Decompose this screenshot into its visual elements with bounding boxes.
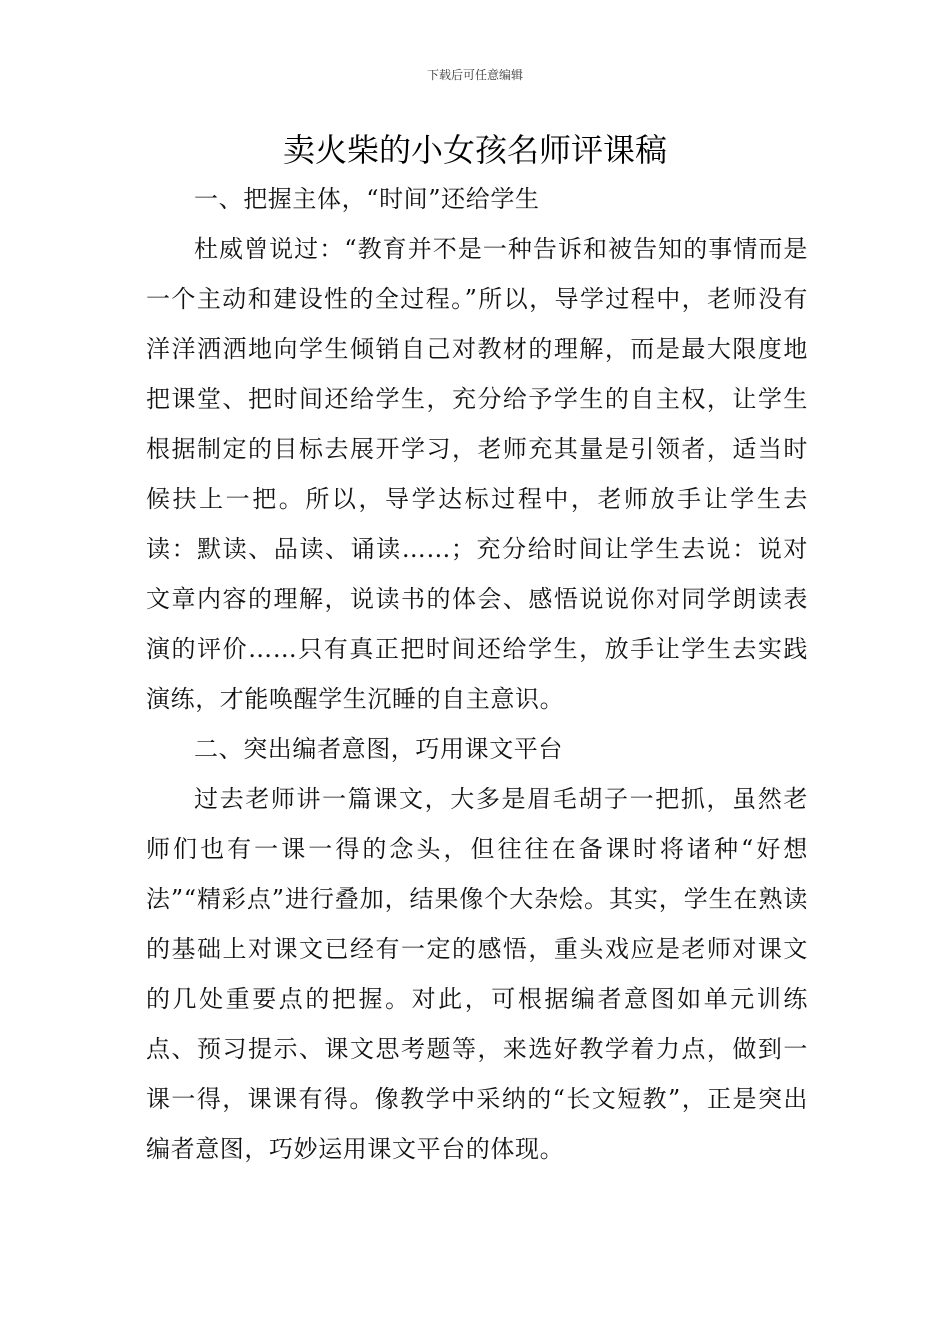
document-title: 卖火柴的小女孩名师评课稿 bbox=[282, 131, 667, 169]
paragraph-2: 过去老师讲一篇课文，大多是眉毛胡子一把抓，虽然老师们也有一课一得的念头，但往往在备课时将诸种“好想法”“精彩点”进行叠加，结果像个大杂烩。其实，学生在熟读的基础上对课文已经有一定的感悟，重头戏应是老师对课文的几处重要点的把握。对此，可根据编者意图如单元训练点、预习提示、课文思考题等，来选好教学着力点，做到一课一得，课课有得。像教学中采纳的“长文短教”，正是突出编者意图，巧妙运用课文平台的体现。 bbox=[146, 785, 808, 1163]
section-heading-2: 二、突出编者意图，巧用课文平台 bbox=[194, 735, 563, 763]
paragraph-1: 杜威曾说过：“教育并不是一种告诉和被告知的事情而是一个主动和建设性的全过程。”所以，导学过程中，老师没有洋洋洒洒地向学生倾销自己对教材的理解，而是最大限度地把课堂、把时间还给学生，充分给予学生的自主权，让学生根据制定的目标去展开学习，老师充其量是引领者，适当时候扶上一把。所以，导学达标过程中，老师放手让学生去读：默读、品读、诵读……；充分给时间让学生去说：说对文章内容的理解，说读书的体会、感悟说说你对同学朗读表演的评价……只有真正把时间还给学生，放手让学生去实践演练，才能唤醒学生沉睡的自主意识。 bbox=[146, 235, 808, 713]
section-heading-1: 一、把握主体，“时间”还给学生 bbox=[194, 185, 540, 213]
header-note: 下载后可任意编辑 bbox=[426, 68, 523, 82]
document-body bbox=[146, 174, 808, 1174]
